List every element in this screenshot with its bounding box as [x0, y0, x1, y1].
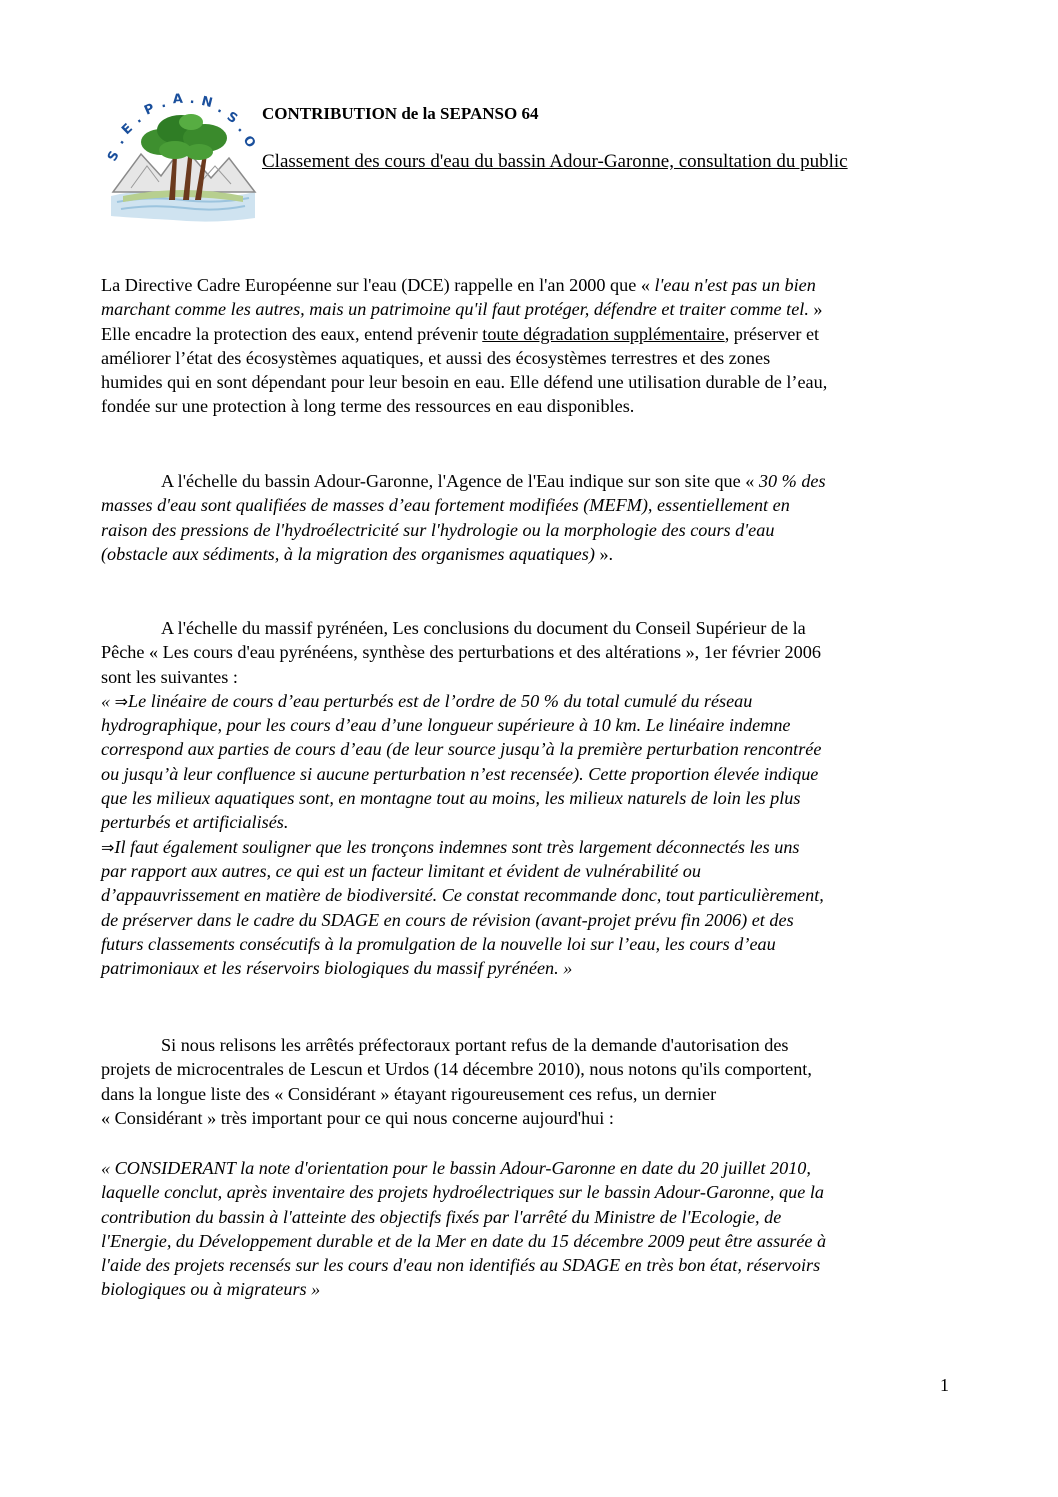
underlined-phrase: toute dégradation supplémentaire	[482, 323, 725, 344]
logo-letter: .	[234, 121, 249, 136]
quote-line: contribution du bassin à l'atteinte des objectifs fixés par l'arrêté du Ministre de l'Ecologie, de	[101, 1206, 782, 1227]
logo-letter: N	[199, 94, 214, 112]
quote-run: Il faut également souligner que les tronçons indemnes sont très largement déconnectés les uns	[114, 836, 800, 857]
quote-run: l'eau n'est pas un bien	[654, 275, 816, 295]
logo-letter: S	[223, 109, 241, 127]
quote-line: correspond aux parties de cours d’eau (de leur source jusqu’à la première perturbation rencontrée	[101, 739, 822, 760]
text-line: A l'échelle du massif pyrénéen, Les conclusions du document du Conseil Supérieur de la	[161, 618, 806, 638]
paragraph-agence-eau	[101, 469, 971, 566]
text-line: dans la longue liste des « Considérant » étayant rigoureusement ces refus, un dernier	[101, 1083, 717, 1104]
quote-line: laquelle conclut, après inventaire des projets hydroélectriques sur le bassin Adour-Garonne, que la	[101, 1182, 824, 1203]
quote-run: 30 % des	[758, 471, 826, 491]
paragraph-arretes	[101, 1033, 971, 1130]
text-line: projets de microcentrales de Lescun et Urdos (14 décembre 2010), nous notons qu'ils comportent,	[101, 1059, 812, 1080]
logo-letter: .	[159, 95, 168, 112]
text-line: améliorer l’état des écosystèmes aquatiques, et aussi des écosystèmes terrestres et des zones	[101, 347, 771, 368]
text-line: « Considérant » très important pour ce qui nous concerne aujourd'hui :	[101, 1107, 614, 1128]
logo-letter: S	[105, 148, 123, 165]
paragraph-dce	[101, 273, 971, 419]
quote-run: Le linéaire de cours d’eau perturbés est de l’ordre de 50 % du total cumulé du réseau	[128, 690, 753, 711]
logo-letter: .	[189, 92, 196, 108]
arrow-icon: ⇒	[101, 837, 115, 857]
document-subtitle: Classement des cours d'eau du bassin Adour-Garonne, consultation du public	[262, 151, 848, 172]
logo-letter: O	[239, 133, 259, 151]
quote-line: ou jusqu’à leur confluence si aucune perturbation n’est recensée). Cette proportion élevée indique	[101, 763, 819, 784]
quote-line: par rapport aux autres, ce qui est un facteur limitant et évident de vulnérabilité ou	[101, 860, 701, 881]
text-run: , préserver et	[724, 323, 820, 344]
text-run: »	[808, 299, 823, 320]
paragraph-massif-pyreneen	[101, 616, 971, 980]
quote-line: que les milieux aquatiques sont, en montagne tout au moins, les milieux naturels de loin les plus	[101, 788, 801, 809]
text-line: sont les suivantes :	[101, 666, 238, 687]
quote-line: de préserver dans le cadre du SDAGE en cours de révision (avant-projet prévu fin 2006) et des	[101, 909, 794, 930]
logo-letter: .	[131, 111, 145, 127]
quote-line: l'Energie, du Développement durable et de la Mer en date du 15 décembre 2009 peut être assurée à	[101, 1230, 827, 1251]
page-number: 1	[940, 1375, 949, 1395]
sepanso-logo	[103, 92, 261, 224]
paragraph-considerant	[101, 1156, 971, 1302]
quote-line: raison des pressions de l'hydroélectricité sur l'hydrologie ou la morphologie des cours d'eau	[101, 519, 775, 540]
quote-line: perturbés et artificialisés.	[101, 812, 289, 833]
document-title: CONTRIBUTION de la SEPANSO 64	[262, 104, 539, 123]
logo-letter: .	[112, 134, 128, 148]
logo-letter: A	[172, 92, 184, 108]
quote-line: patrimoniaux et les réservoirs biologiques du massif pyrénéen. »	[101, 958, 573, 979]
quote-line: futurs classements consécutifs à la promulgation de la nouvelle loi sur l’eau, les cours d’eau	[101, 933, 776, 954]
arrow-icon: ⇒	[114, 691, 129, 711]
logo-letter: E	[119, 120, 136, 138]
text-run: «	[101, 690, 115, 711]
quote-line: l'aide des projets recensés sur les cours d'eau non identifiés au SDAGE en très bon état, réservoirs	[101, 1255, 821, 1276]
text-run: A l'échelle du bassin Adour-Garonne, l'Agence de l'Eau indique sur son site que «	[161, 471, 759, 491]
quote-line: « CONSIDERANT la note d'orientation pour le bassin Adour-Garonne en date du 20 juillet 2010,	[101, 1158, 811, 1178]
text-line: humides qui en sont dépendant pour leur besoin en eau. Elle défend une utilisation durable de l’eau,	[101, 372, 828, 393]
quote-run: (obstacle aux sédiments, à la migration des organismes aquatiques)	[101, 543, 595, 564]
text-run: La Directive Cadre Européenne sur l'eau (DCE) rappelle en l'an 2000 que «	[101, 275, 655, 295]
text-line: Pêche « Les cours d'eau pyrénéens, synthèse des perturbations et des altérations », 1er février 2006	[101, 642, 821, 663]
logo-letter: P	[142, 101, 157, 119]
quote-line: biologiques ou à migrateurs »	[101, 1279, 321, 1300]
text-line: Si nous relisons les arrêtés préfectoraux portant refus de la demande d'autorisation des	[161, 1035, 789, 1055]
text-run: Elle encadre la protection des eaux, entend prévenir	[101, 323, 483, 344]
logo-letter: .	[215, 100, 226, 117]
text-line: fondée sur une protection à long terme des ressources en eau disponibles.	[101, 396, 635, 417]
quote-run: marchant comme les autres, mais un patrimoine qu'il faut protéger, défendre et traiter comme tel.	[101, 299, 809, 320]
quote-line: d’appauvrissement en matière de biodiversité. Ce constat recommande donc, tout particulièrement,	[101, 885, 824, 906]
quote-line: hydrographique, pour les cours d’eau d’une longueur supérieure à 10 km. Le linéaire indemne	[101, 715, 791, 736]
text-run: ».	[594, 543, 614, 564]
quote-line: masses d'eau sont qualifiées de masses d’eau fortement modifiées (MEFM), essentiellement en	[101, 495, 790, 516]
